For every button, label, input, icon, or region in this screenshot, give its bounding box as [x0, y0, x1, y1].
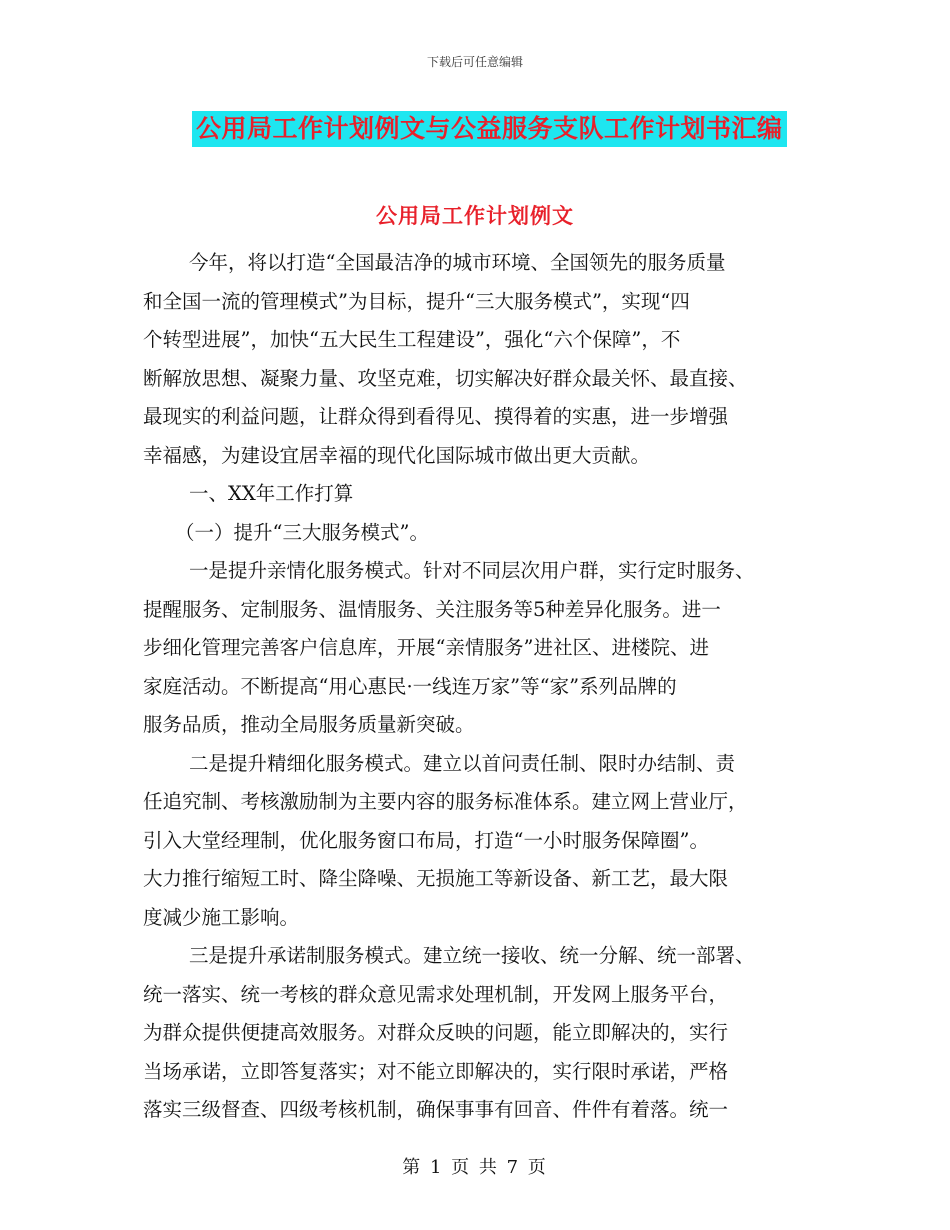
- body-line: 断解放思想、凝聚力量、攻坚克难，切实解决好群众最关怀、最直接、: [143, 366, 748, 390]
- page-number-footer: 第 1 页 共 7 页: [402, 1157, 548, 1178]
- subsection-heading: （一）提升“三大服务模式”。: [175, 520, 429, 544]
- body-line: 度减少施工影响。: [143, 905, 300, 929]
- body-line: 步细化管理完善客户信息库，开展“亲情服务”进社区、进楼院、进: [143, 636, 709, 659]
- body-line: 幸福感，为建设宜居幸福的现代化国际城市做出更大贡献。: [143, 443, 651, 467]
- body-line: 引入大堂经理制，优化服务窗口布局，打造“一小时服务保障圈”。: [143, 828, 709, 852]
- body-line: 统一落实、统一考核的群众意见需求处理机制，开发网上服务平台，: [143, 982, 729, 1006]
- body-line: 落实三级督查、四级考核机制，确保事事有回音、件件有着落。统一: [143, 1098, 729, 1121]
- body-line: 二是提升精细化服务模式。建立以首问责任制、限时办结制、责: [189, 751, 736, 775]
- section-heading: 一、XX年工作打算: [189, 482, 354, 505]
- body-line: 当场承诺，立即答复落实；对不能立即解决的，实行限时承诺，严格: [143, 1059, 729, 1083]
- body-line: 今年，将以打造“全国最洁净的城市环境、全国领先的服务质量: [189, 251, 726, 274]
- body-line: 个转型进展”，加快“五大民生工程建设”，强化“六个保障”，不: [143, 328, 681, 351]
- body-line: 任追究制、考核激励制为主要内容的服务标准体系。建立网上营业厅，: [143, 790, 748, 813]
- body-line: 三是提升承诺制服务模式。建立统一接收、统一分解、统一部署、: [189, 944, 755, 967]
- body-line: 服务品质，推动全局服务质量新突破。: [143, 713, 475, 736]
- header-note: 下载后可任意编辑: [426, 55, 523, 69]
- body-line: 为群众提供便捷高效服务。对群众反映的问题，能立即解决的，实行: [143, 1021, 729, 1044]
- body-line: 提醒服务、定制服务、温情服务、关注服务等5种差异化服务。进一: [143, 597, 721, 621]
- section-title: 公用局工作计划例文: [376, 204, 574, 228]
- body-line: 家庭活动。不断提高“用心惠民·一线连万家”等“家”系列品牌的: [143, 674, 677, 698]
- body-line: 一是提升亲情化服务模式。针对不同层次用户群，实行定时服务、: [189, 559, 755, 582]
- document-main-title: 公用局工作计划例文与公益服务支队工作计划书汇编: [192, 111, 787, 147]
- body-line: 和全国一流的管理模式”为目标，提升“三大服务模式”，实现“四: [143, 289, 690, 313]
- body-line: 大力推行缩短工时、降尘降噪、无损施工等新设备、新工艺，最大限: [143, 867, 729, 890]
- document-body: [143, 244, 813, 1130]
- body-line: 最现实的利益问题，让群众得到看得见、摸得着的实惠，进一步增强: [143, 405, 729, 428]
